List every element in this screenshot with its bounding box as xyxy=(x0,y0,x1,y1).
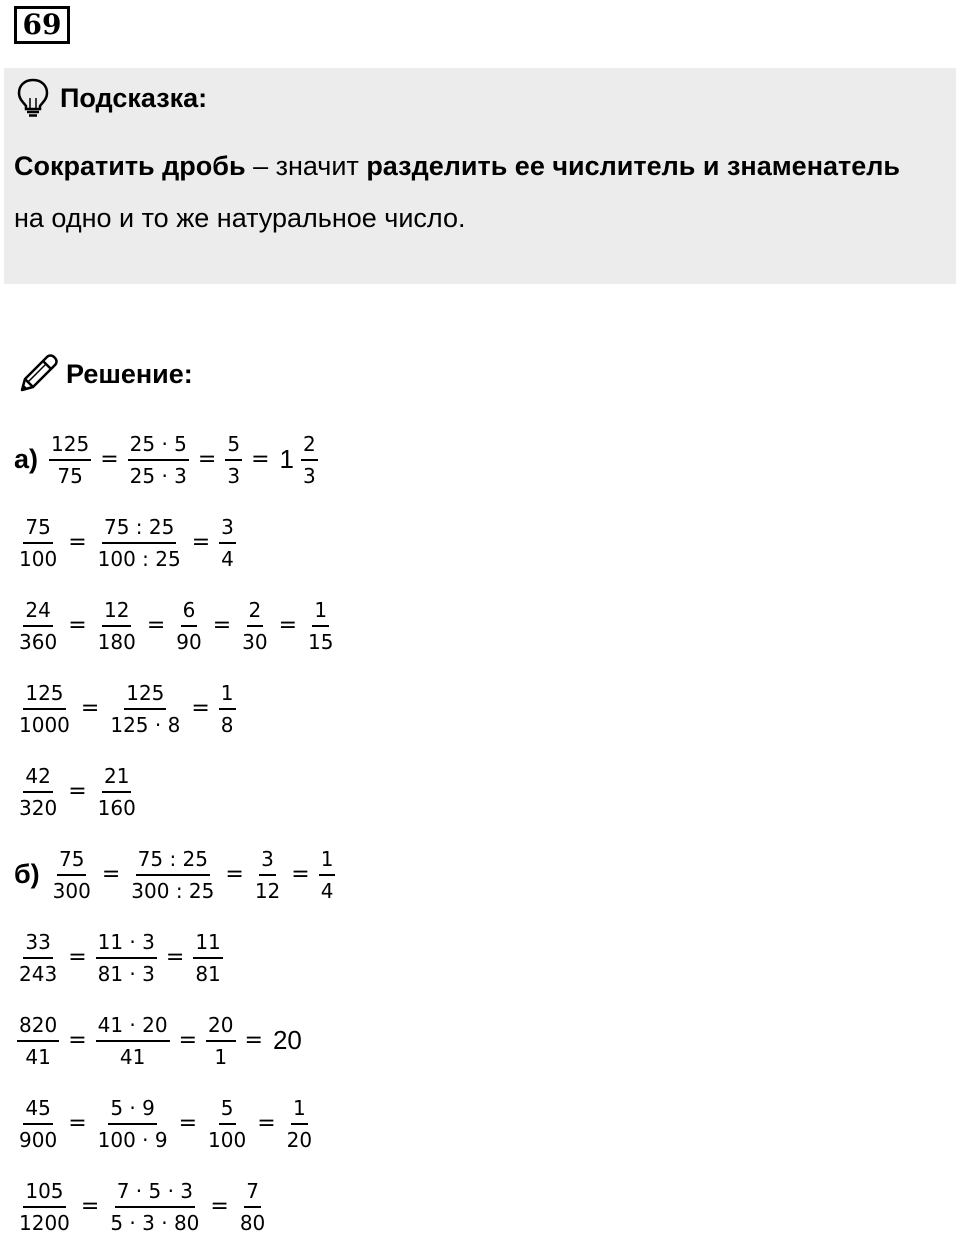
fraction-numerator: 11 · 3 xyxy=(96,932,157,959)
fraction-denominator: 12 xyxy=(254,878,281,903)
hint-text xyxy=(14,140,934,244)
fraction-numerator: 1 xyxy=(291,1098,308,1125)
fraction-denominator: 100 xyxy=(19,546,58,571)
equals-sign: = xyxy=(165,945,185,970)
fraction-numerator: 11 xyxy=(193,932,222,959)
fraction-numerator: 125 xyxy=(124,683,166,710)
fraction-denominator: 125 · 8 xyxy=(110,712,181,737)
fraction-denominator: 243 xyxy=(19,961,58,986)
fraction xyxy=(253,846,282,903)
equals-sign: = xyxy=(244,1028,263,1053)
fraction xyxy=(219,680,236,737)
fraction xyxy=(96,514,183,571)
fraction xyxy=(96,1012,170,1069)
fraction-denominator: 25 · 3 xyxy=(129,463,187,488)
fraction-numerator: 5 · 9 xyxy=(108,1098,157,1125)
equals-sign: = xyxy=(212,613,232,638)
hint-box xyxy=(4,68,956,284)
integer-result: 20 xyxy=(272,1025,302,1055)
fraction xyxy=(17,680,72,737)
fraction xyxy=(49,431,91,488)
fraction-denominator: 41 xyxy=(25,1044,51,1069)
fraction xyxy=(174,597,203,654)
fraction-numerator: 1 xyxy=(319,849,336,876)
fraction-numerator: 21 xyxy=(102,766,131,793)
fraction-denominator: 1200 xyxy=(19,1210,70,1235)
equation-line xyxy=(14,584,914,667)
fraction xyxy=(128,431,189,488)
solution-lines xyxy=(14,418,914,1248)
fraction-denominator: 90 xyxy=(176,629,202,654)
fraction xyxy=(238,1178,267,1235)
fraction-numerator: 42 xyxy=(23,766,52,793)
hint-connector: – значит xyxy=(245,151,367,181)
fraction-numerator: 2 xyxy=(301,434,318,461)
fraction-denominator: 300 : 25 xyxy=(131,878,215,903)
fraction-numerator: 125 xyxy=(23,683,65,710)
fraction xyxy=(96,597,138,654)
fraction-numerator: 75 : 25 xyxy=(136,849,210,876)
equals-sign: = xyxy=(101,862,121,887)
fraction-numerator: 1 xyxy=(312,600,329,627)
equals-sign: = xyxy=(257,1111,276,1136)
equals-sign: = xyxy=(68,530,87,555)
hint-header xyxy=(16,78,207,118)
fraction xyxy=(219,514,236,571)
fraction-denominator: 80 xyxy=(239,1210,266,1235)
fraction-numerator: 105 xyxy=(23,1181,65,1208)
fraction-denominator: 100 · 9 xyxy=(97,1127,168,1152)
hint-bold-action: разделить ее числитель и знаменатель xyxy=(366,151,901,181)
mixed-number xyxy=(276,431,321,488)
fraction-denominator: 1 xyxy=(214,1044,228,1069)
equals-sign: = xyxy=(178,1028,198,1053)
fraction xyxy=(108,680,182,737)
fraction-numerator: 12 xyxy=(102,600,131,627)
fraction xyxy=(301,431,318,488)
fraction xyxy=(17,929,59,986)
fraction-numerator: 75 xyxy=(23,517,52,544)
fraction xyxy=(17,597,59,654)
fraction-denominator: 30 xyxy=(242,629,268,654)
equals-sign: = xyxy=(225,862,244,887)
fraction xyxy=(96,1095,170,1152)
fraction xyxy=(17,763,59,820)
fraction-numerator: 7 xyxy=(244,1181,261,1208)
fraction-numerator: 7 · 5 · 3 xyxy=(115,1181,195,1208)
equals-sign: = xyxy=(80,1194,100,1219)
fraction-numerator: 25 · 5 xyxy=(128,434,189,461)
equals-sign: = xyxy=(68,779,87,804)
equals-sign: = xyxy=(178,1111,198,1136)
equation-line xyxy=(14,833,914,916)
fraction-denominator: 81 xyxy=(195,961,221,986)
equation-line xyxy=(14,501,914,584)
fraction-denominator: 5 · 3 · 80 xyxy=(110,1210,200,1235)
fraction xyxy=(17,1012,59,1069)
equals-sign: = xyxy=(278,613,298,638)
hint-bold-term: Сократить дробь xyxy=(14,151,246,181)
fraction-denominator: 81 · 3 xyxy=(97,961,155,986)
fraction-denominator: 900 xyxy=(19,1127,58,1152)
fraction-numerator: 45 xyxy=(23,1098,52,1125)
fraction-denominator: 3 xyxy=(227,463,241,488)
fraction-numerator: 41 · 20 xyxy=(96,1015,170,1042)
equation-line xyxy=(14,1165,914,1248)
fraction-numerator: 75 xyxy=(57,849,86,876)
fraction-numerator: 820 xyxy=(17,1015,59,1042)
fraction xyxy=(206,1095,248,1152)
fraction-denominator: 1000 xyxy=(19,712,70,737)
part-label: б) xyxy=(14,859,40,889)
equation-line xyxy=(14,1082,914,1165)
fraction-denominator: 41 xyxy=(119,1044,146,1069)
equals-sign: = xyxy=(191,696,210,721)
equals-sign: = xyxy=(68,1028,87,1053)
fraction-numerator: 20 xyxy=(206,1015,235,1042)
fraction-numerator: 33 xyxy=(23,932,52,959)
equation-line xyxy=(14,750,914,833)
fraction xyxy=(17,514,59,571)
equals-sign: = xyxy=(210,1194,229,1219)
fraction-denominator: 320 xyxy=(19,795,58,820)
fraction xyxy=(129,846,216,903)
fraction-numerator: 5 xyxy=(219,1098,236,1125)
equals-sign: = xyxy=(68,945,87,970)
equals-sign: = xyxy=(68,613,87,638)
fraction-numerator: 75 : 25 xyxy=(102,517,176,544)
fraction-numerator: 24 xyxy=(23,600,52,627)
fraction-numerator: 3 xyxy=(219,517,236,544)
fraction xyxy=(96,763,138,820)
fraction xyxy=(285,1095,314,1152)
fraction-denominator: 360 xyxy=(19,629,58,654)
mixed-whole: 1 xyxy=(279,444,294,474)
fraction xyxy=(17,1178,72,1235)
fraction-denominator: 4 xyxy=(221,546,234,571)
fraction xyxy=(193,929,222,986)
fraction-numerator: 6 xyxy=(181,600,198,627)
equals-sign: = xyxy=(191,530,211,555)
equals-sign: = xyxy=(291,862,310,887)
task-number: 69 xyxy=(14,6,70,44)
fraction-denominator: 3 xyxy=(302,463,316,488)
fraction-denominator: 300 xyxy=(52,878,91,903)
equation-line xyxy=(14,418,914,501)
equation-line xyxy=(14,667,914,750)
pencil-icon xyxy=(16,352,60,396)
equals-sign: = xyxy=(68,1111,87,1136)
hint-title: Подсказка: xyxy=(60,82,208,113)
fraction-numerator: 5 xyxy=(225,434,242,461)
solution-header xyxy=(16,352,193,396)
fraction-numerator: 125 xyxy=(49,434,91,461)
equals-sign: = xyxy=(100,447,119,472)
fraction xyxy=(206,1012,235,1069)
fraction-denominator: 4 xyxy=(320,878,334,903)
equals-sign: = xyxy=(146,613,166,638)
equation-line xyxy=(14,916,914,999)
part-label: а) xyxy=(14,444,39,474)
fraction-denominator: 8 xyxy=(220,712,234,737)
hint-ending: на одно и то же натуральное число. xyxy=(14,203,466,233)
fraction-denominator: 160 xyxy=(97,795,136,820)
fraction-numerator: 2 xyxy=(247,600,264,627)
fraction xyxy=(306,597,335,654)
fraction xyxy=(96,929,157,986)
fraction-denominator: 75 xyxy=(57,463,83,488)
fraction xyxy=(51,846,93,903)
fraction xyxy=(17,1095,59,1152)
fraction-denominator: 100 : 25 xyxy=(97,546,181,571)
equals-sign: = xyxy=(251,447,270,472)
fraction-denominator: 15 xyxy=(308,629,334,654)
fraction-denominator: 180 xyxy=(97,629,136,654)
fraction xyxy=(240,597,269,654)
fraction-numerator: 1 xyxy=(219,683,236,710)
equals-sign: = xyxy=(80,696,100,721)
lightbulb-icon xyxy=(16,78,50,118)
fraction-denominator: 20 xyxy=(286,1127,313,1152)
fraction xyxy=(319,846,336,903)
solution-title: Решение: xyxy=(66,358,193,389)
fraction xyxy=(108,1178,201,1235)
equals-sign: = xyxy=(197,447,217,472)
fraction-denominator: 100 xyxy=(208,1127,247,1152)
equation-line xyxy=(14,999,914,1082)
fraction xyxy=(225,431,242,488)
fraction-numerator: 3 xyxy=(259,849,276,876)
